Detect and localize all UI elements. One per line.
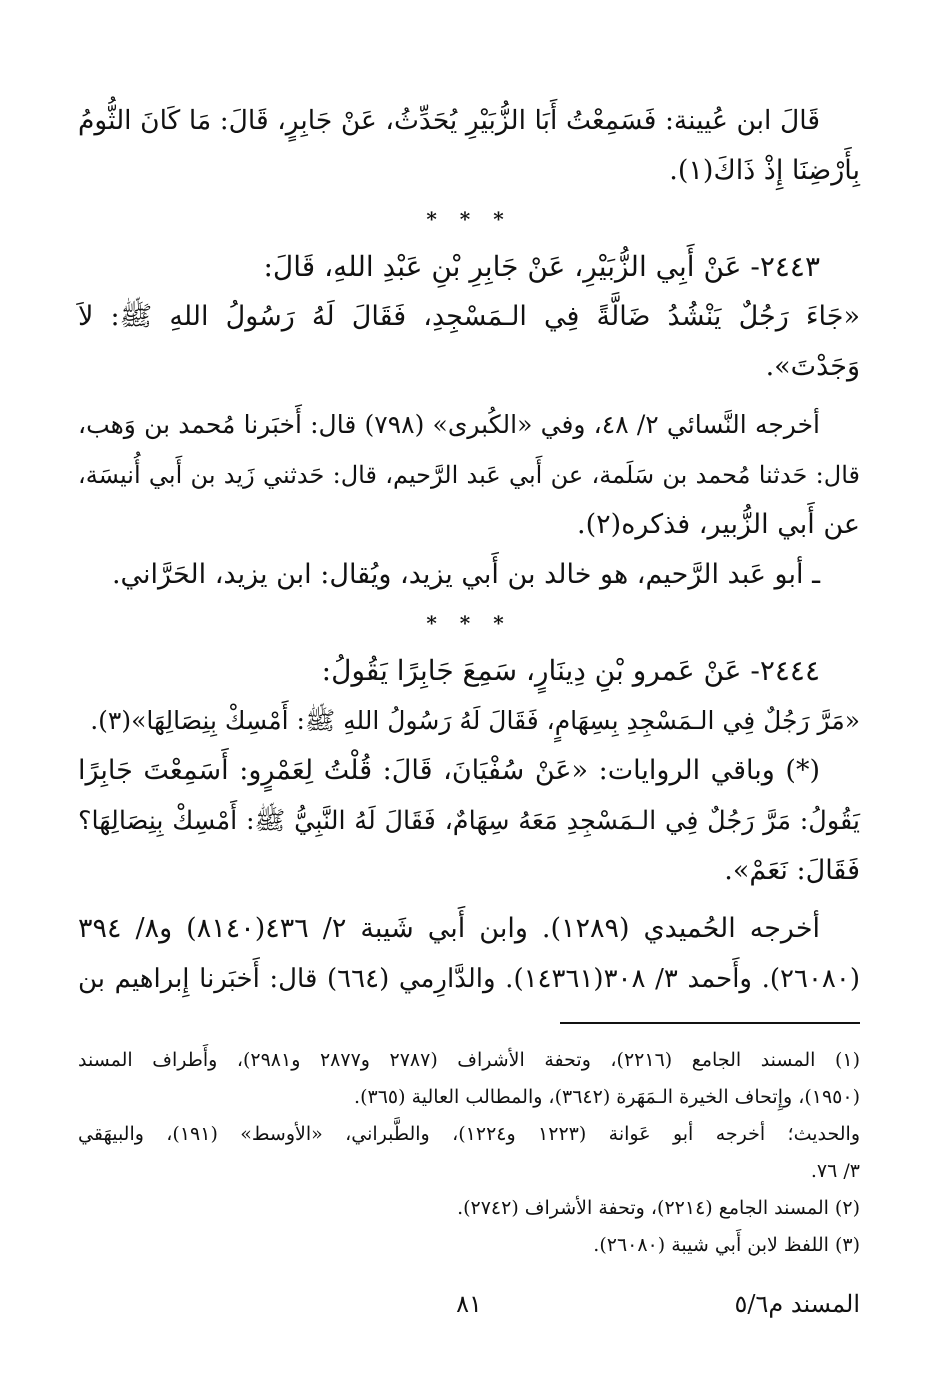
footnotes — [78, 1042, 860, 1264]
hadith-2444-riwayat — [78, 746, 860, 896]
text-line: يَقُولُ: مَرَّ رَجُلٌ فِي الـمَسْجِدِ مَعَهُ سِهَامٌ، فَقَالَ لَهُ النَّبِيُّ ﷺ: أَمْسِكْ بِنِصَالِهَا؟ — [78, 806, 860, 836]
footnote-1: (١) المسند الجامع (٢٢١٦)، وتحفة الأشراف (٢٧٨٧ و٢٨٧٧ و٢٩٨١)، وأَطراف المسند — [78, 1049, 860, 1071]
hadith-2443-takhrij — [78, 400, 860, 550]
text-line: (٢٦٠٨٠). وأَحمد ٣/ ٣٠٨(١٤٣٦١). والدَّارِمي (٦٦٤) قال: أَخبَرنا إِبراهيم بن — [78, 964, 860, 994]
hadith-2444-text: «مَرَّ رَجُلٌ فِي الـمَسْجِدِ بِسِهَامٍ، فَقَالَ لَهُ رَسُولُ اللهِ ﷺ: أَمْسِكْ بِنِصَالِهَا»(٣). — [90, 706, 860, 735]
footnote-1-cont: (١٩٥٠)، وإِتحاف الخيرة الـمَهَرة (٣٦٤٢)، والمطالب العالية (٣٦٥). — [354, 1086, 860, 1108]
text-line: أخرجه الحُميدي (١٢٨٩). وابن أَبي شَيبة ٢/ ٤٣٦(٨١٤٠) و٨/ ٣٩٤ — [78, 913, 821, 944]
paragraph-ibn-uyayna — [78, 96, 860, 196]
hadith-2444-heading: ٢٤٤٤- عَنْ عَمرو بْنِ دِينَارٍ، سَمِعَ جَابِرًا يَقُولُ: — [321, 654, 820, 687]
text-line: فَقَالَ: نَعَمْ». — [724, 855, 860, 886]
footnote-1-extra-cont: ٣/ ٧٦. — [810, 1160, 860, 1182]
text-line: قال: حَدثنا مُحمد بن سَلَمة، عن أَبي عَبد الرَّحيم، قال: حَدثني زَيد بن أَبي أُنيسَة، — [78, 461, 860, 489]
page-footer — [78, 1290, 860, 1330]
text-line: (*) وباقي الروايات: «عَنْ سُفْيَانَ، قَالَ: قُلْتُ لِعَمْرٍو: أَسَمِعْتَ جَابِرًا — [78, 755, 820, 786]
page-number: ٨١ — [456, 1290, 482, 1318]
text-line: وَجَدْتَ». — [765, 351, 860, 382]
page-body — [78, 96, 860, 1264]
text-line: قَالَ ابن عُيينة: فَسَمِعْتُ أَبَا الزُّبَيْرِ يُحَدِّثُ، عَنْ جَابِرٍ، قَالَ: مَا كَانَ الثُّومُ — [78, 105, 820, 136]
volume-signature: المسند م٥/٦ — [734, 1290, 860, 1318]
text-line: عن أَبي الزُّبير، فذكره(٢). — [577, 509, 860, 540]
section-separator: * * * — [426, 611, 512, 635]
text-line: بِأَرْضِنَا إِذْ ذَاكَ(١). — [669, 155, 860, 186]
text-line: «جَاءَ رَجُلٌ يَنْشُدُ ضَالَّةً فِي الـمَسْجِدِ، فَقَالَ لَهُ رَسُولُ اللهِ ﷺ: لاَ — [78, 301, 860, 332]
hadith-2443-text — [78, 292, 860, 392]
section-separator: * * * — [426, 207, 512, 231]
footnote-3: (٣) اللفظ لابن أَبي شيبة (٢٦٠٨٠). — [593, 1234, 860, 1256]
text-line: أخرجه النَّسائي ٢/ ٤٨، وفي «الكُبرى» (٧٩٨) قال: أَخبَرنا مُحمد بن وَهب، — [78, 410, 821, 439]
hadith-2443-note: ـ أبو عَبد الرَّحيم، هو خالد بن أَبي يزيد، ويُقال: ابن يزيد، الحَرَّاني. — [111, 559, 820, 590]
hadith-2443-heading: ٢٤٤٣- عَنْ أَبِي الزُّبَيْرِ، عَنْ جَابِرِ بْنِ عَبْدِ اللهِ، قَالَ: — [263, 250, 820, 283]
hadith-2444-takhrij — [78, 904, 860, 1004]
footnote-1-extra: والحديث؛ أخرجه أبو عَوانة (١٢٢٣ و١٢٢٤)، والطَّبراني، «الأوسط» (١٩١)، والبيهَقي — [78, 1123, 861, 1145]
footnote-2: (٢) المسند الجامع (٢٢١٤)، وتحفة الأشراف (٢٧٤٢). — [457, 1197, 860, 1219]
footnote-divider — [560, 1022, 860, 1024]
